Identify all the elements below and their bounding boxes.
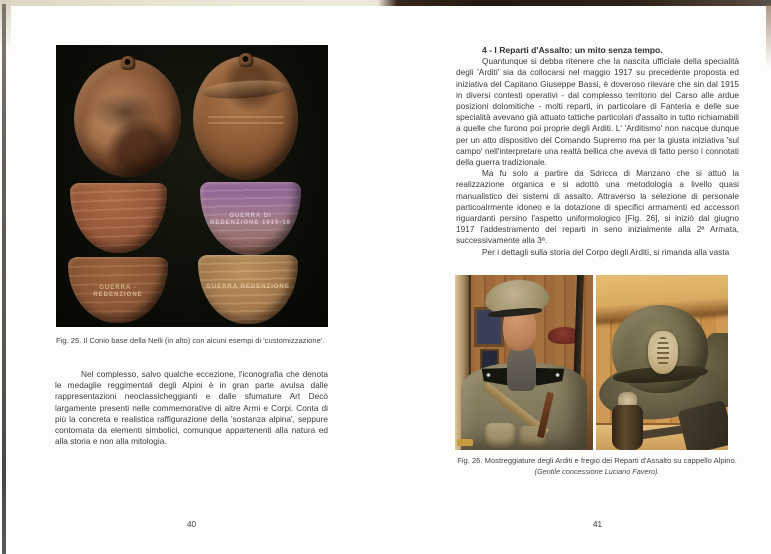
yellow-label [457,439,473,446]
medal-suspension-loop [238,53,253,67]
scan-top-edge [0,0,771,6]
medal-reverse-gold [198,255,298,324]
medal-engraving: GUERRA - REDENZIONE [93,284,143,299]
figure25-caption: Fig. 25. Il Conio base della Nelli (in alto) con alcuni esempi di 'customizzazione'. [56,336,325,345]
figure26-caption-line1: Fig. 26. Mostreggiature degli Arditi e fregio dei Reparti d'Assalto su cappello Alpino. [457,456,737,465]
right-page-paragraph-2: Ma fu solo a partire da Sdricca di Manzano che si attuò la realizzazione organica e si adottò una metodologia a livello quasi manualistico dei sistemi di assalto. Attraverso la selezione di personale particoalrmente idoneo e la dotazione di specifici armamenti ed accessori riguardanti persino l'aspetto uniformologico [Fig. 26], si iniziò dal giugno 1917 l'addestramento dei reparti in seno inizialmente alla 2ª Armata, successivamente alla 3ª. [456,168,739,246]
figure26-caption [452,456,742,477]
left-page-paragraph: Nel complesso, salvo qualche eccezione, l'iconografia che denota le medaglie reggimentali degli Alpini è in gran parte avulsa dalle rappresentazioni neoclassicheggianti e dalle sfumature Art Decò largamente presenti nelle commemorative di altre Armi e Corpi. Conta di più la concreta e realistica raffigurazione della 'sostanza alpina', seppure contornata da elementi simbolici, comunque appartenenti alla natura ed alla storia e non alla mitologia. [55,369,328,447]
medal-reverse-brown [68,257,168,323]
scan-right-book-edge [766,5,771,67]
medal-obverse-eagle [193,56,298,180]
right-page-body [456,45,739,258]
left-page-body [55,369,328,447]
medal-loop-hole [125,59,131,65]
scan-left-book-edge [2,4,6,554]
hand-grenade [612,405,643,450]
medal-engraving: GUERRA REDENZIONE [206,283,290,290]
medal-obverse-alpini-scene [74,59,181,177]
right-page-paragraph-1: Quantunque si debba ritenere che la nascita ufficiale della specialità degli 'Arditi' sia da collocarsi nel maggio 1917 su precedente proposta ed iniziativa del Capitano Giuseppe Bassi, è doveroso rilevare che sin dal 1915 in diversi contesti operativi - dal complesso territorio del Carso alle ardue posizioni dolomitiche - molti reparti, in particolare di Fanteria e delle sue specialità avevano già attuato tattiche particolari d'assalto in tutto richiamabili a quelle che furono poi proprie degli Arditi. L' 'Arditismo' non nacque dunque per un atto dispositivo del Comando Supremo ma per la giusta iniziativa 'sul campo' nell'interpretare una realtà bellica che aveva di fatto perso i connotati della guerra tradizionale. [456,56,739,168]
medal-reverse-copper [70,183,167,253]
chapter-heading: 4 - I Reparti d'Assalto: un mito senza tempo. [482,45,663,55]
medal-engraving: GUERRA DI REDENZIONE 1915-18 [209,212,292,227]
grey-turtleneck [507,347,536,391]
page-number-left: 40 [186,520,197,529]
figure25-medal-photo [56,45,328,327]
alpini-fregio-badge [648,331,678,374]
medal-reverse-violet [200,182,301,255]
figure26-photo-arditi-mannequin [455,275,593,450]
medal-suspension-loop [120,56,135,70]
page-number-right: 41 [592,520,603,529]
figure26-caption-credit: (Gentile concessione Luciano Favero). [534,466,660,476]
figure26-photo-alpini-hat [596,275,728,450]
medal-loop-hole [243,56,249,62]
right-page-paragraph-3: Per i dettagli sulla storia del Corpo degli Arditi, si rimanda alla vasta [482,246,730,257]
belt-pouch [485,423,515,448]
